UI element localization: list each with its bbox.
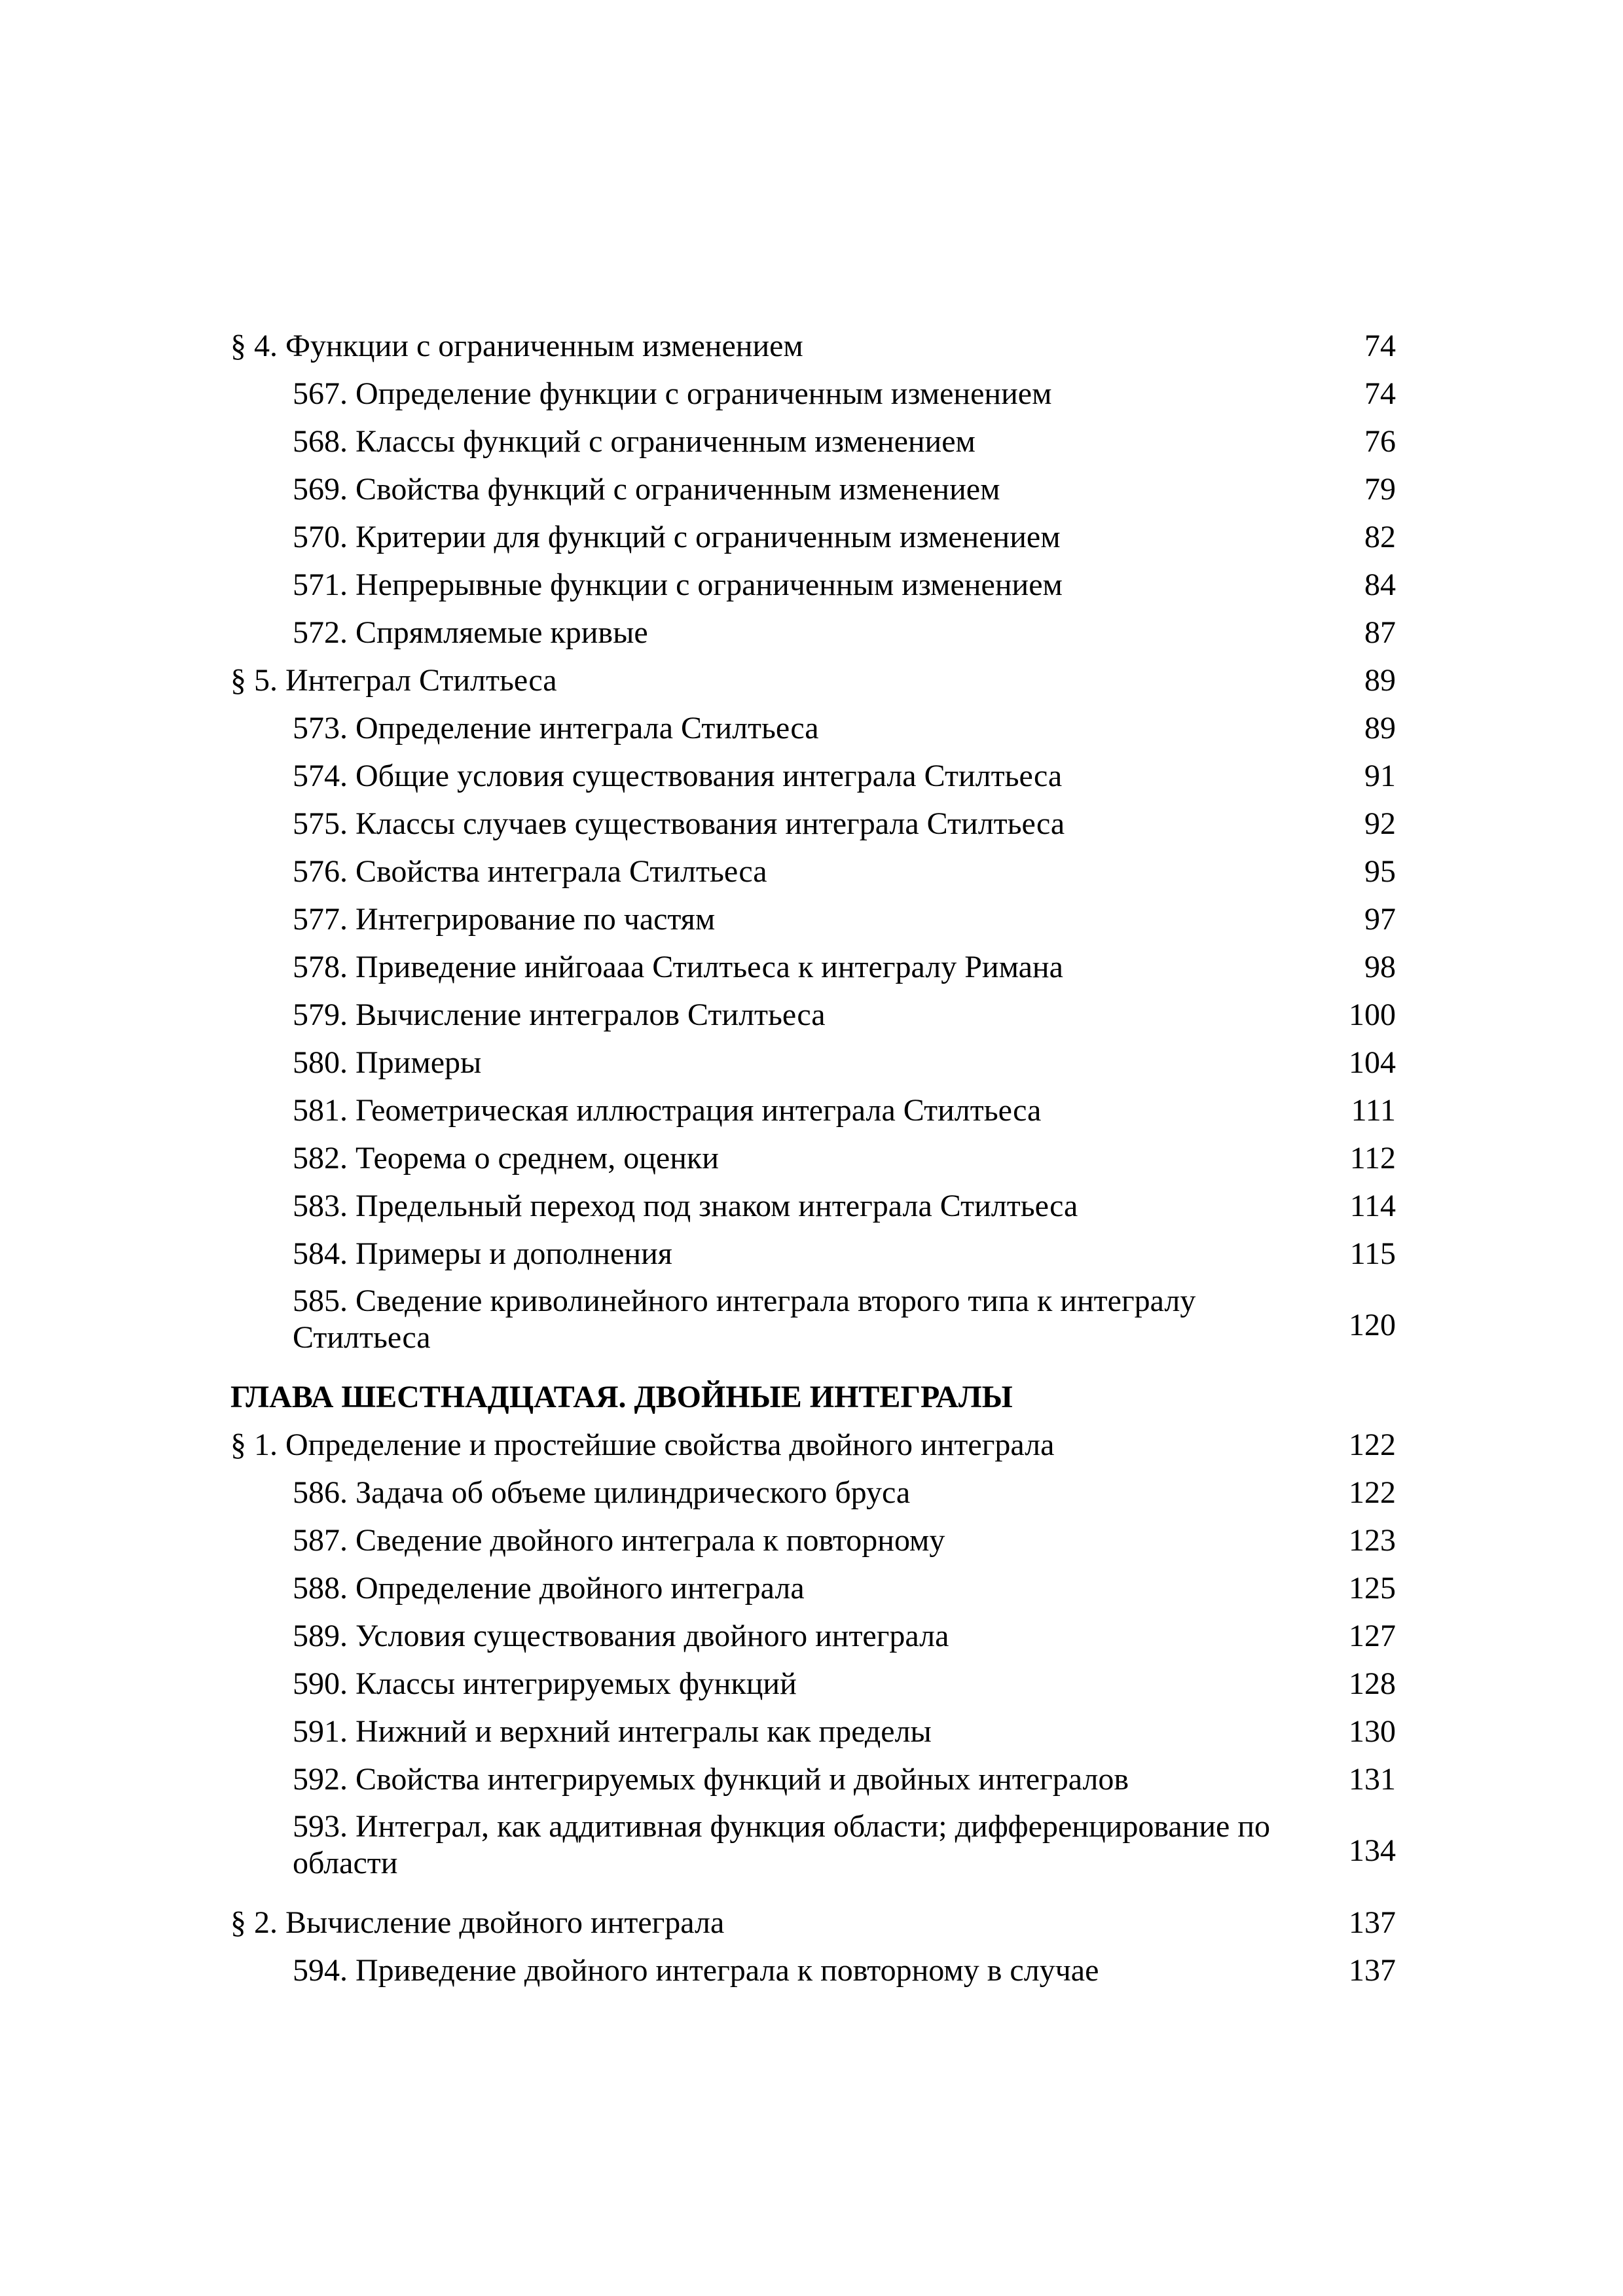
toc-item xyxy=(230,1660,1396,1708)
toc-section xyxy=(230,1899,1396,1946)
toc-item xyxy=(230,465,1396,513)
toc-title: 583. Предельный переход под знаком интеграла Стилтьеса xyxy=(293,1189,1078,1223)
toc-item xyxy=(230,1755,1396,1803)
toc-title: 594. Приведение двойного интеграла к повторному в случае xyxy=(293,1953,1099,1988)
toc-page-number: 127 xyxy=(1349,1619,1396,1653)
toc-page-number: 74 xyxy=(1364,376,1396,411)
toc-page-number: 92 xyxy=(1364,806,1396,841)
toc-page-number: 131 xyxy=(1349,1762,1396,1797)
toc-page-number: 97 xyxy=(1364,902,1396,937)
toc-title: 589. Условия существования двойного интеграла xyxy=(293,1619,949,1653)
toc-title: 580. Примеры xyxy=(293,1045,482,1080)
toc-item xyxy=(230,1469,1396,1516)
toc-page-number: 76 xyxy=(1364,424,1396,459)
toc-title: 573. Определение интеграла Стилтьеса xyxy=(293,711,819,745)
toc-title: 586. Задача об объеме цилиндрического бруса xyxy=(293,1475,911,1510)
toc-title: § 2. Вычисление двойного интеграла xyxy=(230,1905,725,1940)
toc-item xyxy=(230,418,1396,465)
toc-title: 578. Приведение инйгоааа Стилтьеса к интегралу Римана xyxy=(293,950,1063,984)
toc-page-number: 89 xyxy=(1364,663,1396,698)
toc-page-number: 84 xyxy=(1364,567,1396,602)
toc-item xyxy=(230,991,1396,1039)
toc-item xyxy=(230,1182,1396,1230)
toc-item xyxy=(230,561,1396,609)
toc-page-number: 104 xyxy=(1349,1045,1396,1080)
toc-item xyxy=(230,1516,1396,1564)
toc-item xyxy=(230,704,1396,752)
toc-section xyxy=(230,1421,1396,1469)
toc-page-number: 111 xyxy=(1351,1093,1396,1128)
toc-title: 574. Общие условия существования интеграла Стилтьеса xyxy=(293,759,1063,793)
toc-section xyxy=(230,656,1396,704)
toc-page-number: 120 xyxy=(1349,1308,1396,1342)
toc-page-number: 79 xyxy=(1364,472,1396,507)
toc-title: 577. Интегрирование по частям xyxy=(293,902,716,937)
toc-item xyxy=(230,1086,1396,1134)
toc-item xyxy=(230,609,1396,656)
toc-page-number: 89 xyxy=(1364,711,1396,745)
toc-title: 582. Теорема о среднем, оценки xyxy=(293,1141,719,1175)
toc-page-number: 98 xyxy=(1364,950,1396,984)
toc-title: 585. Сведение криволинейного интеграла второго типа к интегралу Стилтьеса xyxy=(293,1283,1196,1355)
toc-item xyxy=(230,513,1396,561)
toc-title: 579. Вычисление интегралов Стилтьеса xyxy=(293,997,826,1032)
toc-title: 567. Определение функции с ограниченным изменением xyxy=(293,376,1052,411)
toc-page-number: 91 xyxy=(1364,759,1396,793)
toc-item xyxy=(230,895,1396,943)
toc-title: 568. Классы функций с ограниченным изменением xyxy=(293,424,976,459)
toc-title: 584. Примеры и дополнения xyxy=(293,1236,672,1271)
toc-page-number: 115 xyxy=(1349,1236,1396,1271)
toc-page-number: 130 xyxy=(1349,1714,1396,1749)
toc-title: 588. Определение двойного интеграла xyxy=(293,1571,805,1605)
toc-page-number: 95 xyxy=(1364,854,1396,889)
toc-item xyxy=(230,752,1396,800)
toc-title: 569. Свойства функций с ограниченным изменением xyxy=(293,472,1000,507)
toc-title: ГЛАВА ШЕСТНАДЦАТАЯ. ДВОЙНЫЕ ИНТЕГРАЛЫ xyxy=(230,1380,1013,1414)
toc-item xyxy=(230,1612,1396,1660)
toc-item xyxy=(230,1564,1396,1612)
toc-page-number: 122 xyxy=(1349,1427,1396,1462)
toc-item xyxy=(230,1946,1396,1994)
toc-item xyxy=(230,1803,1396,1899)
toc-item xyxy=(230,370,1396,418)
toc-item xyxy=(230,800,1396,848)
toc-section xyxy=(230,322,1396,370)
table-of-contents xyxy=(230,322,1396,1994)
toc-title: 593. Интеграл, как аддитивная функция области; дифференцирование по области xyxy=(293,1809,1271,1880)
toc-title: § 4. Функции с ограниченным изменением xyxy=(230,329,803,363)
toc-title: 587. Сведение двойного интеграла к повторному xyxy=(293,1523,945,1558)
toc-item xyxy=(230,1278,1396,1373)
toc-title: 576. Свойства интеграла Стилтьеса xyxy=(293,854,767,889)
toc-title: 581. Геометрическая иллюстрация интеграла Стилтьеса xyxy=(293,1093,1042,1128)
toc-item xyxy=(230,848,1396,895)
toc-title: § 1. Определение и простейшие свойства двойного интеграла xyxy=(230,1427,1055,1462)
toc-page-number: 114 xyxy=(1349,1189,1396,1223)
toc-page-number: 122 xyxy=(1349,1475,1396,1510)
toc-title: 592. Свойства интегрируемых функций и двойных интегралов xyxy=(293,1762,1129,1797)
toc-title: 590. Классы интегрируемых функций xyxy=(293,1666,797,1701)
toc-item xyxy=(230,943,1396,991)
chapter-heading xyxy=(230,1373,1396,1421)
toc-title: § 5. Интеграл Стилтьеса xyxy=(230,663,557,698)
toc-page-number: 100 xyxy=(1349,997,1396,1032)
toc-page-number: 137 xyxy=(1349,1953,1396,1988)
toc-page-number: 128 xyxy=(1349,1666,1396,1701)
toc-page-number: 87 xyxy=(1364,615,1396,650)
toc-page-number: 82 xyxy=(1364,520,1396,554)
toc-item xyxy=(230,1039,1396,1086)
toc-title: 572. Спрямляемые кривые xyxy=(293,615,648,650)
toc-page-number: 125 xyxy=(1349,1571,1396,1605)
toc-page-number: 123 xyxy=(1349,1523,1396,1558)
toc-page-number: 137 xyxy=(1349,1905,1396,1940)
toc-item xyxy=(230,1230,1396,1278)
toc-title: 570. Критерии для функций с ограниченным изменением xyxy=(293,520,1061,554)
toc-item xyxy=(230,1708,1396,1755)
toc-title: 591. Нижний и верхний интегралы как пределы xyxy=(293,1714,932,1749)
toc-page-number: 112 xyxy=(1349,1141,1396,1175)
toc-page-number: 134 xyxy=(1349,1833,1396,1868)
toc-title: 571. Непрерывные функции с ограниченным изменением xyxy=(293,567,1063,602)
toc-title: 575. Классы случаев существования интеграла Стилтьеса xyxy=(293,806,1065,841)
toc-page-number: 74 xyxy=(1364,329,1396,363)
toc-item xyxy=(230,1134,1396,1182)
